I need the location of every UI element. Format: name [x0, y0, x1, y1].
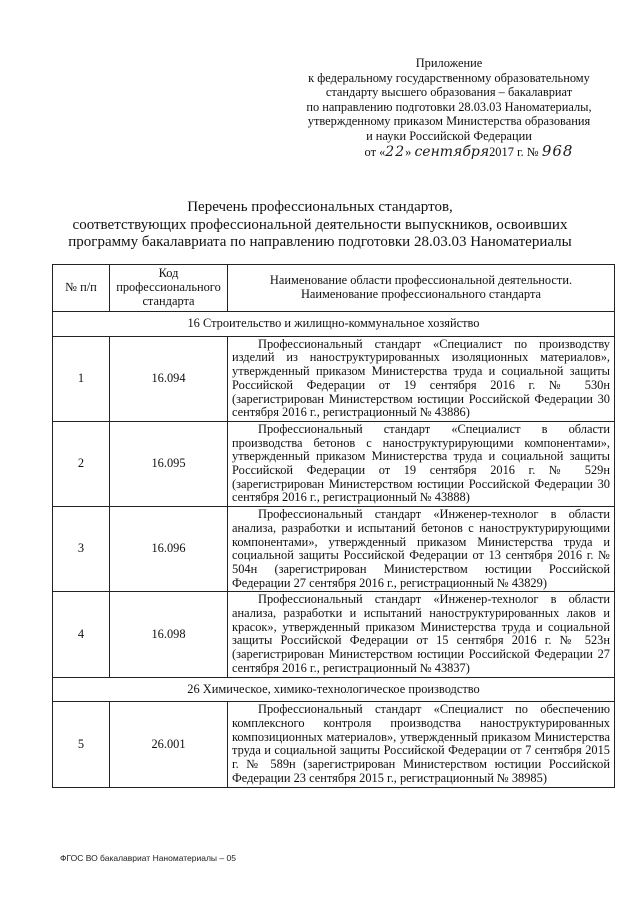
- appendix-line: утвержденному приказом Министерства образования: [307, 114, 591, 129]
- date-prefix: от «: [364, 144, 386, 159]
- row-description: [228, 336, 615, 421]
- header-name-line1: Наименование области профессиональной деятельности.: [269, 273, 573, 288]
- appendix-line: Приложение: [415, 56, 483, 70]
- row-num: 1: [53, 336, 110, 421]
- row-description: [228, 592, 615, 677]
- group-row: [53, 677, 615, 702]
- title-line: Перечень профессиональных стандартов,: [187, 199, 453, 215]
- table-row: [53, 507, 615, 592]
- handwritten-order-number: 968: [541, 141, 574, 160]
- handwritten-day: 22: [385, 143, 406, 160]
- header-num: № п/п: [53, 265, 110, 312]
- order-date-line: [290, 141, 608, 160]
- title-line: соответствующих профессиональной деятельности выпускников, освоивших: [72, 216, 568, 233]
- title-line: программу бакалавриата по направлению подготовки 28.03.03 Наноматериалы: [68, 234, 572, 251]
- appendix-line: и науки Российской Федерации: [366, 128, 532, 143]
- row-text: Профессиональный стандарт «Специалист по производству изделий из наноструктурированных изоляционных материалов», утвержденный приказом Министерства труда и социальной защиты Российской Федерации от 19 сентября 2016 г. № 530н (зарегистрирован Министерством юстиции Российской Федерации 30 сентября 2016 г., регистрационный № 43886): [232, 336, 610, 420]
- group-row: [53, 312, 615, 337]
- group-title: 16 Строительство и жилищно-коммунальное хозяйство: [53, 312, 615, 337]
- standards-table: [52, 264, 615, 788]
- row-text: Профессиональный стандарт «Инженер-технолог в области анализа, разработки и испытаний наноструктурированных лаков и красок», утвержденный приказом Министерства труда и социальной защиты Российской Федерации от 15 сентября 2016 г. № 523н (зарегистрирован Министерством юстиции Российской Федерации 27 сентября 2016 г., регистрационный № 43837): [232, 592, 610, 675]
- table-header-row: [53, 265, 615, 312]
- header-name-line2: Наименование профессионального стандарта: [300, 287, 542, 301]
- row-code: 26.001: [110, 702, 228, 787]
- table-row: [53, 421, 615, 506]
- row-text: Профессиональный стандарт «Специалист по обеспечению комплексного контроля производства наноструктурированных композиционных материалов», утвержденный приказом Министерства труда и социальной защиты Российской Федерации от 7 сентября 2015 г. № 589н (зарегистрирован Министерством юстиции Российской Федерации 23 сентября 2015 г., регистрационный № 38985): [232, 702, 610, 785]
- row-text: Профессиональный стандарт «Специалист в области производства бетонов с наноструктурирующими компонентами», утвержденный приказом Министерства труда и социальной защиты Российской Федерации от 19 сентября 2016 г. № 529н (зарегистрирован Министерством юстиции Российской Федерации 30 сентября 2016 г., регистрационный № 43888): [232, 421, 610, 505]
- header-name: [228, 265, 615, 312]
- table-row: [53, 592, 615, 677]
- row-code: 16.098: [110, 592, 228, 677]
- appendix-line: к федеральному государственному образовательному: [308, 70, 590, 85]
- row-description: [228, 507, 615, 592]
- page-footer: ФГОС ВО бакалавриат Наноматериалы – 05: [60, 853, 236, 863]
- group-title: 26 Химическое, химико-технологическое производство: [53, 677, 615, 702]
- document-title: [40, 199, 600, 252]
- row-num: 3: [53, 507, 110, 592]
- table-row: [53, 336, 615, 421]
- row-num: 4: [53, 592, 110, 677]
- row-num: 2: [53, 421, 110, 506]
- row-code: 16.096: [110, 507, 228, 592]
- row-description: [228, 421, 615, 506]
- row-description: [228, 702, 615, 787]
- row-num: 5: [53, 702, 110, 787]
- appendix-block: [290, 56, 608, 159]
- handwritten-month: сентября: [414, 143, 490, 160]
- row-text: Профессиональный стандарт «Инженер-технолог в области анализа, разработки и испытаний бетонов с наноструктурирующими компонентами», утвержденный приказом Министерства труда и социальной защиты Российской Федерации от 13 сентября 2016 г. № 504н (зарегистрирован Министерством юстиции Российской Федерации 27 сентября 2016 г., регистрационный № 43829): [232, 507, 610, 590]
- appendix-line: по направлению подготовки 28.03.03 Наноматериалы,: [306, 99, 592, 114]
- table-row: [53, 702, 615, 787]
- row-code: 16.095: [110, 421, 228, 506]
- date-suffix: 2017 г. №: [489, 144, 539, 159]
- row-code: 16.094: [110, 336, 228, 421]
- appendix-line: стандарту высшего образования – бакалавриат: [325, 85, 573, 100]
- header-code: Код профессионального стандарта: [110, 265, 228, 312]
- date-mid: »: [405, 144, 412, 159]
